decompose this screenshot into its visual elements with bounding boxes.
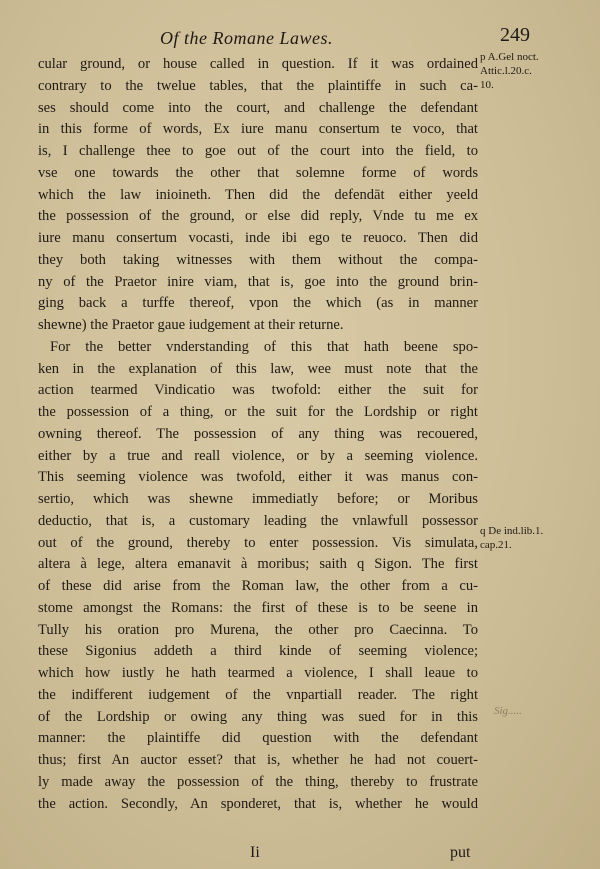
body-line: Tully his oration pro Murena, the other pro Caecinna. To: [38, 621, 478, 638]
body-line: of these did arise from the Roman law, the other from a cu-: [38, 578, 478, 594]
body-line: shewne) the Praetor gaue iudgement at their returne.: [38, 317, 344, 333]
body-text: [38, 54, 478, 815]
marginal-note-line: Attic.l.20.c.: [480, 65, 532, 77]
body-line: manner: the plaintiffe did question with the defendant: [38, 730, 478, 747]
body-line: of the Lordship or owing any thing was sued for in this: [38, 708, 478, 725]
body-line: action tearmed Vindicatio was twofold: either the suit for: [38, 382, 478, 399]
body-line: ken in the explanation of this law, wee must note that the: [38, 360, 478, 377]
marginal-note: [480, 524, 543, 552]
body-line: owning thereof. The possession of any thing was recouered,: [38, 425, 478, 442]
body-line: altera à lege, altera emanavit à moribus; saith q Sigon. The first: [38, 556, 478, 573]
marginal-note-line: q De ind.lib.1.: [480, 525, 544, 537]
body-line: cular ground, or house called in question. If it was ordained: [38, 56, 478, 72]
body-line: iure manu consertum vocasti, inde ibi ego te reuoco. Then did: [38, 230, 478, 246]
marginal-note-line: p A.Gel noct.: [480, 51, 539, 63]
body-line: is, I challenge thee to goe out of the court into the field, to: [38, 143, 478, 159]
body-line: either by a true and reall violence, or by a seeming violence.: [38, 447, 478, 464]
catchword: put: [450, 844, 471, 861]
body-line: out of the ground, thereby to enter possession. Vis simulata,: [38, 534, 478, 551]
body-line: they both taking witnesses with them without the compa-: [38, 251, 478, 268]
body-line: vse one towards the other that solemne forme of words: [38, 164, 478, 181]
marginal-note-line: 10.: [480, 79, 494, 91]
signature-mark: Ii: [250, 844, 260, 861]
page-number: 249: [500, 24, 530, 46]
body-line: these Sigonius addeth a third kinde of seeming violence;: [38, 643, 478, 660]
body-line: ses should come into the court, and challenge the defendant: [38, 99, 478, 116]
body-line: ly made away the possession of the thing, thereby to frustrate: [38, 773, 478, 790]
body-line: thus; first An auctor esset? that is, whether he had not couert-: [38, 752, 478, 768]
body-line: the action. Secondly, An sponderet, that is, whether he would: [38, 795, 478, 812]
body-line: For the better vnderstanding of this that hath beene spo-: [50, 338, 478, 355]
show-through-note: Sig.....: [494, 705, 522, 717]
body-line: which how iustly he hath tearmed a violence, I shall leaue to: [38, 665, 478, 681]
body-line: This seeming violence was twofold, either it was manus con-: [38, 469, 478, 486]
running-head: Of the Romane Lawes.: [160, 28, 333, 48]
body-line: deductio, that is, a customary leading the vnlawfull possessor: [38, 512, 478, 529]
body-line: contrary to the twelue tables, that the plaintiffe in such ca-: [38, 77, 478, 94]
marginal-note: [480, 50, 539, 92]
body-line: in this forme of words, Ex iure manu consertum te voco, that: [38, 121, 478, 138]
body-line: stome amongst the Romans: the first of these is to be seene in: [38, 599, 478, 616]
body-line: sertio, which was shewne immediatly before; or Moribus: [38, 491, 478, 507]
body-line: the possession of a thing, or the suit for the Lordship or right: [38, 404, 478, 420]
marginal-note-line: cap.21.: [480, 539, 512, 551]
body-line: which the law inioineth. Then did the defendāt either yeeld: [38, 186, 478, 203]
body-line: the possession of the ground, or else did reply, Vnde tu me ex: [38, 208, 478, 225]
body-line: ging back a turffe thereof, vpon the which (as in manner: [38, 295, 478, 312]
body-line: ny of the Praetor inire viam, that is, goe into the ground brin-: [38, 273, 478, 290]
body-line: the indifferent iudgement of the vnpartiall reader. The right: [38, 686, 478, 703]
